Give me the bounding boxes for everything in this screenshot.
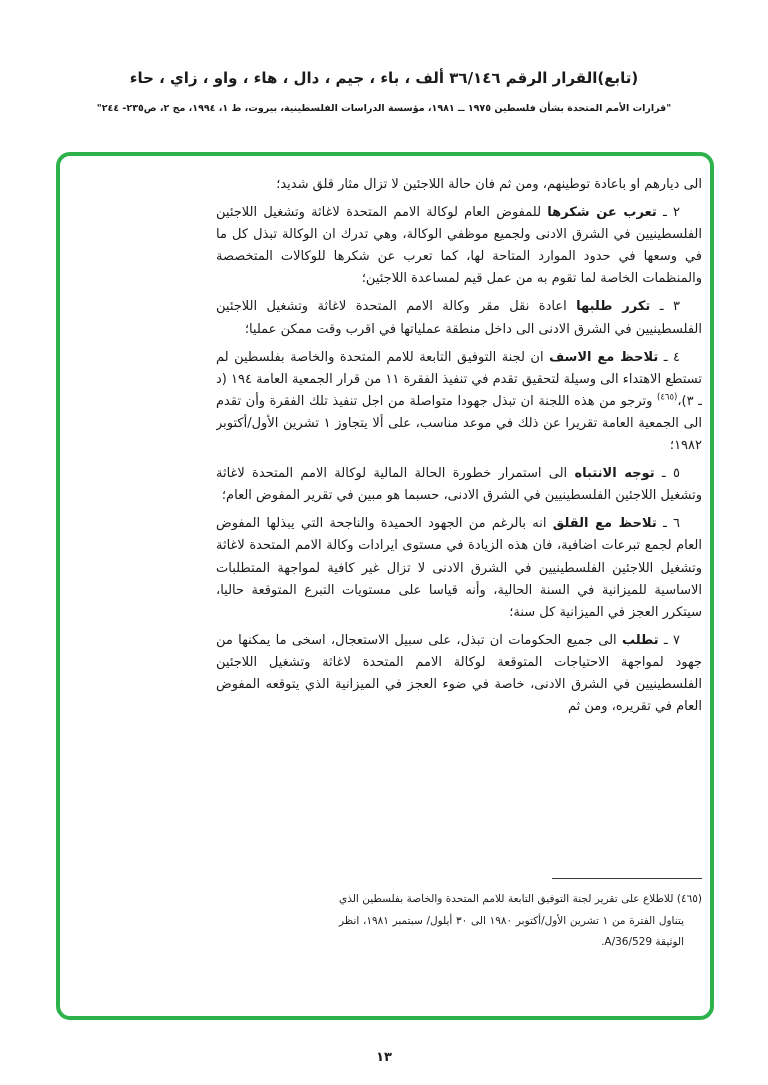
paragraph-number: ٦ ـ: [656, 516, 680, 532]
resolution-paragraph: [216, 463, 702, 507]
paragraph-number: ٧ ـ: [658, 632, 680, 648]
footnote: [339, 889, 702, 954]
paragraph-lead: توجه الانتباه: [574, 466, 655, 482]
paragraph-text: الى ديارهم او باعادة توطينهم، ومن ثم فان حالة اللاجئين لا تزال مثار قلق شديد؛: [276, 177, 702, 192]
footnote-separator: [552, 878, 702, 879]
paragraph-lead: تطلب: [621, 632, 659, 648]
paragraph-number: ٤ ـ: [658, 349, 680, 365]
paragraph-lead: تلاحظ مع القلق: [552, 516, 657, 532]
footnote-ref: (٤٦٥): [656, 392, 678, 403]
footnote-block: [216, 878, 702, 954]
paragraph-lead: تلاحظ مع الاسف: [549, 349, 659, 365]
paragraph-text: الى جميع الحكومات ان تبذل، على سبيل الاستعجال، اسخى ما يمكنها من جهود لمواجهة الاحتياجات المتوقعة لوكالة الامم المتحدة لاغاثة وتشغيل اللاجئين الفلسطينيين في الشرق الادنى، خاصة في ضوء العجز في الميزانية الذي يتوقعه المفوض العام في تقريره، ومن ثم: [216, 632, 702, 715]
paragraph-text: اعادة نقل مقر وكالة الامم المتحدة لاغاثة وتشغيل اللاجئين الفلسطينيين في الشرق الادنى الى داخل منطقة عملياتها في اقرب وقت ممكن عمليا؛: [216, 299, 702, 337]
paragraph-lead: تكرر طلبها: [576, 299, 651, 315]
continuation-paragraph: [216, 174, 702, 196]
footnote-text: للاطلاع على تقرير لجنة التوفيق التابعة للامم المتحدة والخاصة بفلسطين الذي يتناول الفترة من ١ تشرين الأول/أكتوبر ١٩٨٠ الى ٣٠ أيلول/ سبتمبر ١٩٨١، انظر الوثيقة A/36/529.: [339, 893, 684, 949]
paragraph-number: ٢ ـ: [656, 205, 681, 221]
paragraph-text: انه بالرغم من الجهود الحميدة والناجحة التي يبذلها المفوض العام لجمع تبرعات اضافية، فان هذه الزيادة في مستوى ايرادات وكالة الامم المتحدة لاغاثة وتشغيل اللاجئين الفلسطينيين في الشرق الادنى لا تزال غير كافية لمواجهة المتطلبات الاساسية للميزانية في السنة الحالية، وأنه قياسا على مستويات التبرع المتوقعة حاليا، سيتكرر العجز في الميزانية كل سنة؛: [216, 516, 702, 620]
content-frame: [56, 152, 714, 1020]
footnote-marker: (٤٦٥): [676, 893, 702, 905]
resolution-text: [216, 174, 702, 874]
resolution-paragraph: [216, 296, 702, 340]
paragraph-text: ان لجنة التوفيق التابعة للامم المتحدة والخاصة بفلسطين لم تستطع الاهتداء الى وسيلة لتحقيق تقدم في تنفيذ الفقرة ١١ من قرار الجمعية العامة ١٩٤ (د ـ ٣)،: [216, 349, 702, 409]
paragraph-number: ٥ ـ: [654, 466, 680, 482]
paragraph-lead: تعرب عن شكرها: [547, 205, 657, 221]
paragraph-number: ٣ ـ: [650, 299, 681, 315]
paragraph-text: الى استمرار خطورة الحالة المالية لوكالة الامم المتحدة لاغاثة وتشغيل اللاجئين الفلسطينيين في الشرق الادنى، حسبما هو مبين في تقرير المفوض العام؛: [216, 466, 702, 504]
paragraph-text: وترجو من هذه اللجنة ان تبذل جهودا متواصلة من اجل تنفيذ تلك الفقرة وأن تقدم الى الجمعية العامة تقريرا عن ذلك في موعد مناسب، على ألا يتجاوز ١ تشرين الأول/أكتوبر ١٩٨٢؛: [216, 393, 702, 454]
resolution-paragraph: [216, 347, 702, 457]
paragraph-text: للمفوض العام لوكالة الامم المتحدة لاغاثة وتشغيل اللاجئين الفلسطينيين في الشرق الادنى ولجميع موظفي الوكالة، وهي تدرك ان الوكالة تبذل كل ما في وسعها في حدود الموارد المتاحة لها، كما تعرب عن شكرها للوكالات المتخصصة والمنظمات الخاصة لما تقوم به من عمل قيم لمساعدة اللاجئين؛: [216, 205, 702, 287]
resolution-paragraph: [216, 513, 702, 623]
document-source-line: "قرارات الأمم المتحدة بشأن فلسطين ١٩٧٥ ــ ١٩٨١، مؤسسة الدراسات الفلسطينية، بيروت، ط ١، ١٩٩٤، مج ٢، ص٢٣٥- ٢٤٤": [96, 103, 672, 114]
resolution-paragraph: [216, 630, 702, 718]
page-number: ١٣: [376, 1050, 392, 1065]
document-title: (تابع)القرار الرقم ٣٦/١٤٦ ألف ، باء ، جيم ، دال ، هاء ، واو ، زاي ، حاء: [129, 69, 639, 87]
resolution-paragraph: [216, 202, 702, 290]
